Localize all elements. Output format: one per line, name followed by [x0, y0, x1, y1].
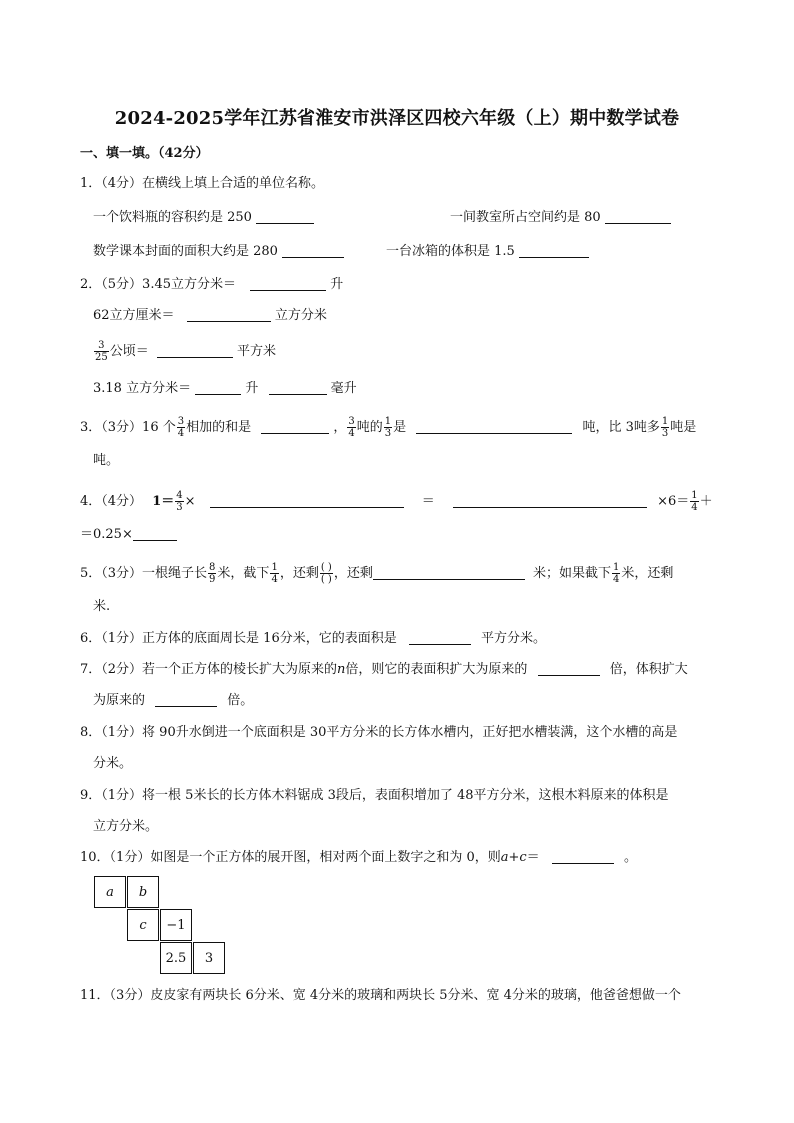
question-11-line-1: 11．（3分）皮皮家有两块长 6分米、宽 4分米的玻璃和两块长 5分米、宽 4分米的玻璃，他爸爸想做一个 — [80, 988, 681, 1003]
question-2-line-4: 3.18 立方分米＝ 升 毫升 — [93, 381, 357, 396]
question-1-item-b: 一间教室所占空间约是 80 — [450, 209, 671, 227]
answer-blank[interactable] — [282, 243, 344, 258]
answer-blank[interactable] — [269, 380, 327, 395]
fraction-denominator: ( ) — [320, 574, 332, 585]
page-title: 2024-2025学年江苏省淮安市洪泽区四校六年级（上）期中数学试卷 — [114, 108, 680, 129]
question-3-line-2: 吨。 — [93, 453, 120, 468]
fraction-numerator: 4 — [176, 490, 183, 501]
question-text: ，还剩 — [333, 566, 373, 581]
question-1-item-a: 一个饮料瓶的容积约是 250 — [93, 209, 314, 227]
question-text: 4．（4分） — [80, 494, 143, 509]
answer-blank[interactable] — [187, 307, 271, 322]
question-text: 为原来的 — [93, 693, 146, 708]
question-9-line-1: 9．（1分）将一根 5米长的长方体木料锯成 3段后，表面积增加了 48平方分米，这根木料原来的体积是 — [80, 788, 669, 803]
question-text: 是 — [393, 420, 407, 435]
fraction — [384, 416, 392, 439]
question-text: ＝ — [421, 494, 435, 509]
net-cell: 3 — [193, 942, 225, 974]
question-text: ＝ — [526, 850, 540, 865]
question-text: n — [337, 662, 346, 677]
question-text: 5．（3分）一根绳子长 — [80, 566, 208, 581]
question-text: ＋ — [699, 494, 713, 509]
fraction — [94, 340, 109, 363]
fraction-denominator: 3 — [661, 428, 669, 439]
question-9-line-2: 立方分米。 — [93, 819, 159, 834]
answer-blank[interactable] — [250, 276, 326, 291]
answer-blank[interactable] — [453, 493, 647, 508]
answer-blank[interactable] — [409, 630, 471, 645]
fraction — [270, 562, 278, 585]
question-text: 倍，体积扩大 — [609, 662, 688, 677]
question-text: 10．（1分）如图是一个正方体的展开图，相对两个面上数字之和为 0，则 — [80, 850, 501, 865]
question-5-line-1 — [80, 562, 673, 585]
answer-blank[interactable] — [261, 419, 329, 434]
question-2-line-3: $\frac{3}{25}$ 公顷＝ 平方米 — [95, 340, 277, 363]
question-text: a+c — [500, 850, 527, 865]
question-1-item-d: 一台冰箱的体积是 1.5 — [386, 243, 589, 261]
answer-blank[interactable] — [373, 565, 525, 580]
question-text: 6．（1分）正方体的底面周长是 16分米，它的表面积是 — [80, 631, 397, 646]
question-3-line-1 — [80, 416, 696, 439]
fraction-numerator: 3 — [94, 340, 109, 352]
question-text: 米；如果截下 — [532, 566, 611, 581]
question-1-item-c: 数学课本封面的面积大约是 280 — [93, 243, 344, 261]
fraction-numerator: 3 — [177, 416, 185, 427]
fraction-denominator: 9 — [209, 574, 216, 585]
fraction — [177, 416, 185, 439]
fraction-numerator: 1 — [612, 562, 620, 573]
fraction-numerator: 1 — [384, 416, 392, 427]
fraction-denominator: 3 — [176, 502, 183, 513]
question-text: 吨是 — [670, 420, 697, 435]
fraction-denominator: 4 — [348, 428, 355, 439]
question-8-line-1: 8．（1分）将 90升水倒进一个底面积是 30平方分米的长方体水槽内，正好把水槽装满，这个水槽的高是 — [80, 725, 678, 740]
question-text: 。 — [623, 850, 637, 865]
fraction-denominator: 4 — [691, 502, 698, 513]
fraction-denominator: 4 — [271, 574, 278, 585]
question-text: 吨，比 3吨多 — [582, 420, 660, 435]
fraction-denominator: 25 — [95, 352, 108, 363]
question-text: 吨的 — [356, 420, 383, 435]
fraction-numerator: ( ) — [320, 562, 332, 573]
fraction — [175, 490, 183, 513]
question-4-line-1 — [80, 490, 713, 513]
question-text: ＝0.25× — [80, 527, 133, 542]
fraction — [690, 490, 698, 513]
question-2-line-2: 62立方厘米＝ 立方分米 — [93, 308, 327, 323]
question-7-line-1 — [80, 661, 688, 679]
fraction-numerator: 1 — [661, 416, 669, 427]
answer-blank[interactable] — [538, 661, 600, 676]
question-5-line-2: 米. — [93, 599, 111, 614]
question-text: 倍。 — [227, 693, 254, 708]
cube-net-diagram — [94, 876, 234, 976]
question-text: 倍，则它的表面积扩大为原来的 — [345, 662, 528, 677]
answer-blank[interactable] — [195, 380, 241, 395]
question-10 — [80, 849, 637, 867]
fraction — [612, 562, 620, 585]
net-cell: 2.5 — [160, 942, 192, 974]
question-text: 3．（3分）16 个 — [80, 420, 176, 435]
question-6 — [80, 630, 546, 648]
fraction-numerator: 8 — [209, 562, 216, 573]
question-text: 7．（2分）若一个正方体的棱长扩大为原来的 — [80, 662, 338, 677]
question-text: 1＝ — [152, 494, 175, 509]
fraction — [661, 416, 669, 439]
question-text: ，还剩 — [279, 566, 319, 581]
answer-blank[interactable] — [256, 209, 314, 224]
question-text: 米，截下 — [217, 566, 270, 581]
question-4-line-2 — [80, 526, 177, 544]
fraction-numerator: 3 — [348, 416, 355, 427]
question-2-line-1: 2．（5分）3.45立方分米＝ 升 — [80, 277, 344, 292]
section-heading: 一、填一填。（42分） — [80, 146, 209, 161]
net-cell: c — [127, 909, 159, 941]
fraction-numerator: 1 — [691, 490, 698, 501]
fraction-denominator: 4 — [612, 574, 620, 585]
fraction — [208, 562, 216, 585]
net-cell: −1 — [160, 909, 192, 941]
net-cell: b — [127, 876, 159, 908]
question-text: 平方分米。 — [481, 631, 547, 646]
answer-blank[interactable] — [133, 526, 177, 541]
net-cell: a — [94, 876, 126, 908]
fraction — [320, 562, 333, 585]
answer-blank[interactable] — [605, 209, 671, 224]
answer-blank[interactable] — [157, 343, 233, 358]
question-text: ， — [333, 420, 347, 435]
answer-blank[interactable] — [519, 243, 589, 258]
question-text: 相加的和是 — [186, 420, 252, 435]
answer-blank[interactable] — [552, 849, 614, 864]
question-text: 米，还剩 — [621, 566, 674, 581]
question-text: ×6＝ — [657, 494, 690, 509]
question-1-stem: 1．（4分）在横线上填上合适的单位名称。 — [80, 176, 325, 191]
question-8-line-2: 分米。 — [93, 756, 133, 771]
question-7-line-2 — [93, 692, 253, 710]
question-text: × — [184, 494, 196, 509]
answer-blank[interactable] — [210, 493, 404, 508]
fraction-denominator: 3 — [384, 428, 392, 439]
fraction-numerator: 1 — [271, 562, 278, 573]
fraction — [347, 416, 355, 439]
answer-blank[interactable] — [155, 692, 217, 707]
fraction-denominator: 4 — [177, 428, 185, 439]
answer-blank[interactable] — [416, 419, 572, 434]
